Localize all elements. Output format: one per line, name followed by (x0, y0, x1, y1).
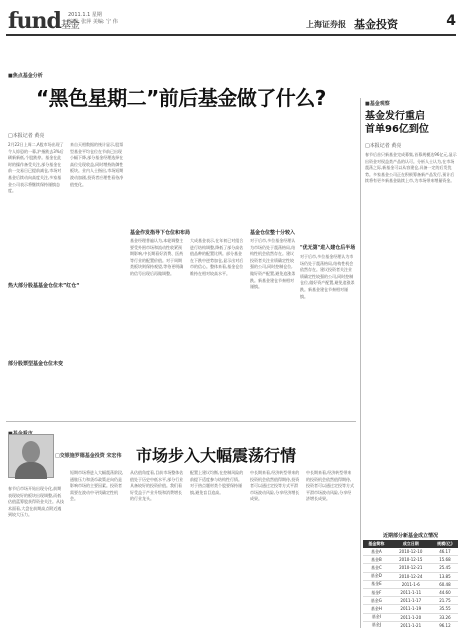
table-cell: 2011-1-20 (390, 613, 432, 621)
table-cell: 35.55 (432, 605, 458, 613)
table-cell: 13.85 (432, 572, 458, 580)
lead-byline: □本报记者 黄亮 (8, 133, 45, 139)
page-number: 4 (446, 13, 456, 29)
table-cell: 2010-12-24 (390, 572, 432, 580)
table-cell: 基金E (363, 580, 390, 588)
table-row (363, 580, 458, 588)
lead-subhead-2: 部分股票型基金仓位未变 (8, 361, 64, 367)
market-headline: 市场步入大幅震荡行情 (136, 446, 297, 465)
right-tag: ■基金观察 (365, 101, 390, 107)
page-header (6, 8, 456, 36)
lead-column-5: 对于后市,多位基金经理认为市场仍处于震荡格局,结构性机会依然存在。建议投资者关注业绩确定性较强的公司,同时控制仓位,做好资产配置,避免追涨杀跌。新基金建仓节奏相对谨慎。 (250, 238, 296, 290)
lead-column-3: 基金经理普遍认为,本轮调整主要受外围市场和流动性收紧预期影响,中长期看好消费、医药等行业的配置价值。对于周期类板块则保持观望,等待更明确的信号出现后再做调整。 (130, 238, 184, 276)
table-row (363, 621, 458, 628)
author-photo (8, 434, 54, 478)
author-caption: □交银施罗德基金投资 宋宏伟 (55, 453, 122, 459)
table-cell: 2011-1-11 (390, 588, 432, 596)
lead-subhead-5: "优无第"进入建仓后半场 (300, 245, 356, 251)
table-cell: 2011-1-17 (390, 597, 432, 605)
table-cell: 基金F (363, 588, 390, 596)
table-cell: 基金H (363, 605, 390, 613)
table-row (363, 548, 458, 556)
table-row (363, 556, 458, 564)
table-row (363, 564, 458, 572)
paper-name: 上海证券报 (306, 19, 346, 29)
lead-headline: “黑色星期二”前后基金做了什么? (36, 86, 326, 110)
table-cell: 2011-1-6 (390, 580, 432, 588)
right-byline: □本报记者 黄亮 (365, 143, 402, 149)
lead-subhead-3: 基金作发指导下仓位和布局 (130, 230, 191, 236)
table-row (363, 588, 458, 596)
table-header-row (363, 540, 458, 548)
table-cell: 25.45 (432, 564, 458, 572)
section-name: 基金投资 (354, 18, 398, 31)
table-cell: 基金D (363, 572, 390, 580)
table-cell: 96.12 (432, 621, 458, 628)
table-row (363, 613, 458, 621)
table-cell: 2010-12-15 (390, 556, 432, 564)
table-cell: 2010-12-21 (390, 564, 432, 572)
market-column-2: 短期市场将进入大幅震荡阶段,通胀压力和货币政策走向仍是影响市场的主要因素。投资者需要在波动中寻找确定性机会。 (70, 470, 124, 502)
table-cell: 基金J (363, 621, 390, 628)
market-column-6: 中长期来看,经济转型带来的投资机会依然值得期待,投资者可以通过定投等方式平滑市场波动风险,分享经济增长成果。 (306, 470, 354, 502)
fund-table (363, 540, 458, 628)
lead-column-6: 对于后市,多位基金经理认为市场仍处于震荡格局,结构性机会依然存在。建议投资者关注业绩确定性较强的公司,同时控制仓位,做好资产配置,避免追涨杀跌。新基金建仓节奏相对谨慎。 (300, 254, 355, 299)
table-cell: 2011-1-21 (390, 621, 432, 628)
fund-logo: fund基金 (8, 8, 79, 34)
lead-column-4: 大成基金表示,在年初已对组合进行结构调整,降低了部分高估值品种的配置比例。部分基金在下跌中逆势加仓,显示出对后市的信心。整体来看,基金仓位维持在相对较高水平。 (190, 238, 244, 276)
right-headline: 基金发行重启 首单96亿到位 (365, 111, 429, 135)
table-cell: 基金C (363, 564, 390, 572)
issue-info: 2011.1.1 星期 编辑: 张萍 美编: 宁 伟 (68, 12, 118, 25)
table-cell: 基金G (363, 597, 390, 605)
table-cell: 基金I (363, 613, 390, 621)
table-cell: 44.60 (432, 588, 458, 596)
market-column-5: 中长期来看,经济转型带来的投资机会依然值得期待,投资者可以通过定投等方式平滑市场波动风险,分享经济增长成果。 (250, 470, 300, 502)
right-body: 春节后首只新基金完成募集,首募规模达96亿元,显示出资金对权益类产品的认可。分析人士认为,在市场震荡之际,新基金可以从容建仓,具备一定的后发优势。多家基金公司正在积极筹备新产品发行,预计后续将有更多新基金陆续上市,为市场带来增量资金。 (365, 152, 457, 184)
lead-subhead-4: 基金仓位整十分较入 (250, 230, 296, 236)
table-cell: 60.48 (432, 580, 458, 588)
table-cell: 21.75 (432, 597, 458, 605)
lead-column-1: 2月22日上周二,A股市场出现了令人惊恐的一幕,沪指跌去3%后刷新新低,个股跌停。基金在此时的操作备受关注,部分基金在前一交易日已提前减仓,市场对基金后续动向高度关注,多家基金公司表示将继续保持谨慎态度。 (8, 142, 64, 194)
market-column-1: 春节后市场开始出现分化,前期表现较好的板块出现调整,而低估值蓝筹股获得资金关注。从技术面看,大盘在前期高点附近遇到较大压力。 (8, 486, 64, 518)
lead-tag: ■焦点基金分析 (8, 73, 43, 79)
table-row (363, 572, 458, 580)
table-cell: 33.26 (432, 613, 458, 621)
table-header-cell: 基金简称 (363, 540, 390, 548)
table-row (363, 605, 458, 613)
section-divider (6, 421, 356, 422)
table-row (363, 597, 458, 605)
fund-table-title: 近期部分新基金成立情况 (382, 533, 438, 539)
table-cell: 2011-1-19 (390, 605, 432, 613)
table-cell: 基金B (363, 556, 390, 564)
market-column-3: 从估值角度看,目前市场整体估值处于历史中低水平,部分行业具备较好的投资价值。我们看好受益于产业升级和消费增长的行业龙头。 (130, 470, 184, 502)
table-cell: 2010-12-10 (390, 548, 432, 556)
table-cell: 15.68 (432, 556, 458, 564)
market-column-4: 配置上建议均衡,在控制风险的前提下适度参与结构性行情。对于热点题材类个股要保持谨慎,避免盲目追高。 (190, 470, 244, 495)
lead-column-2: 来自天相数据的统计显示,股票型基金平均仓位在节前已出现小幅下降,部分基金经理选择在高位兑现收益,同时增持防御性板块。业内人士指出,市场短期波动加剧,投资者应理性看待净值变化。 (70, 142, 124, 187)
table-cell: 基金A (363, 548, 390, 556)
table-cell: 46.17 (432, 548, 458, 556)
column-divider (360, 98, 361, 628)
table-header-cell: 成立日期 (390, 540, 432, 548)
lead-subhead-1: 热大部分股基基金仓位未”红仓“ (8, 283, 80, 289)
table-header-cell: 规模(亿) (432, 540, 458, 548)
